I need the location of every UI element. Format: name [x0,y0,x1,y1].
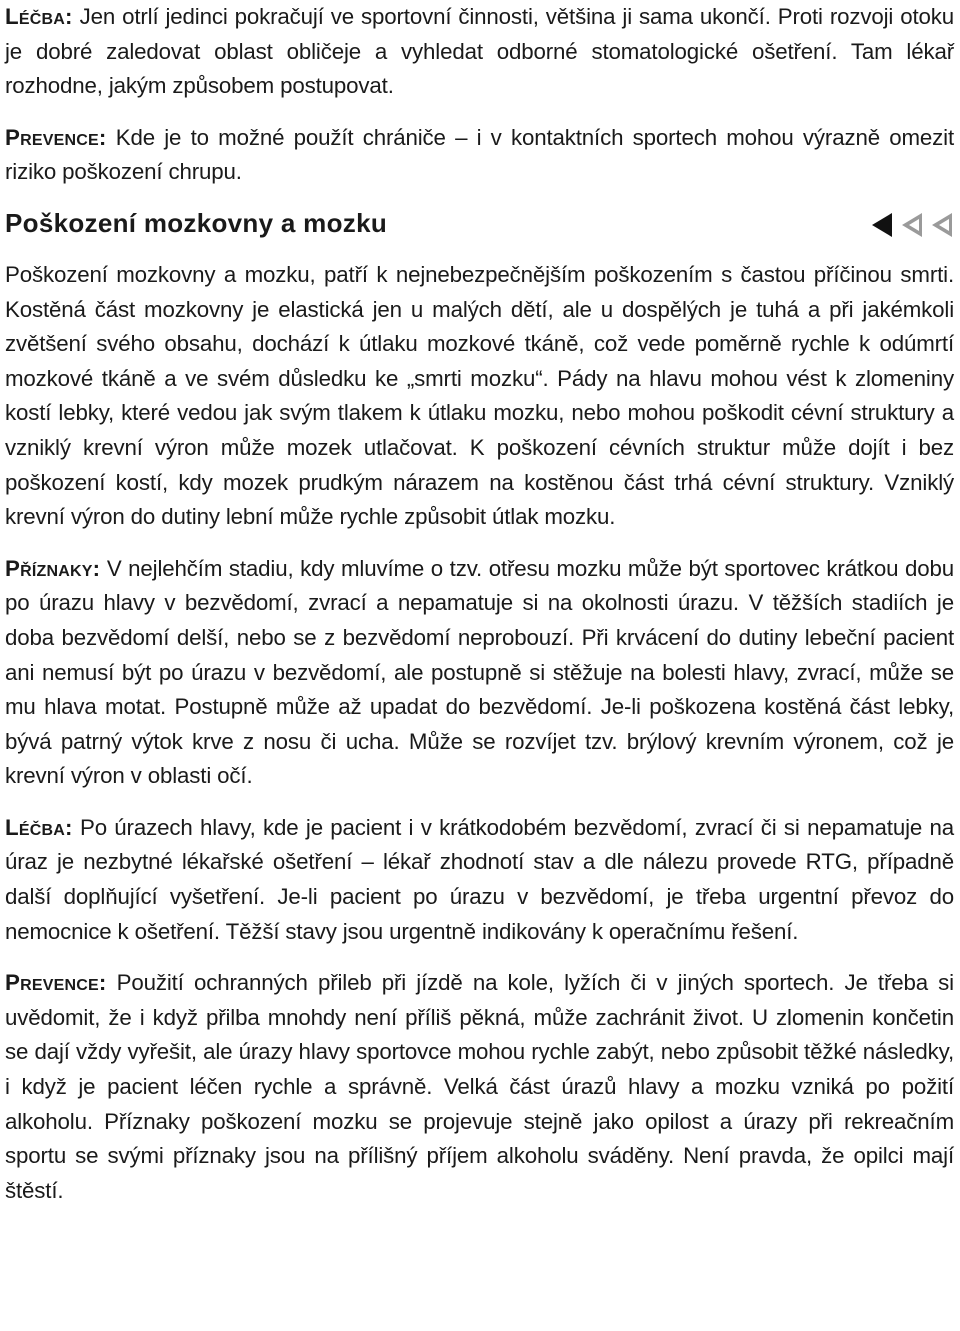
prevention-text: Kde je to možné použít chrániče – i v kontaktních sportech mohou výrazně omezit riziko poškození chrupu. [5,124,954,185]
prevention-text-2: Použití ochranných přileb při jízdě na kole, lyžích či v jiných sportech. Je třeba si uvědomit, že i když přilba mnohdy není příliš pěkná, může zachránit život. U zlomenin končetin se dají vždy vyřešit, ale úrazy hlavy sportovce mohou rychle zabýt, nebo způsobit těžké následky, i když je pacient léčen rychle a správně. Velká část úrazů hlavy a mozku vzniká po požití alkoholu. Příznaky poškození mozku se projevuje stejně jako opilost a úrazy při rekreačním sportu se svými příznaky jsou na přílišný příjem alkoholu sváděny. Není pravda, že opilci mají štěstí. [5,970,954,1203]
treatment-paragraph-2 [5,811,954,949]
section-body-text: Poškození mozkovny a mozku, patří k nejnebezpečnějším poškozením s častou příčinou smrti. Kostěná část mozkovny je elastická jen u malých dětí, ale u dospělých je tuhá a při jakémkoli zvětšení svého obsahu, dochází k útlaku mozkové tkáně, což vede poměrně rychle k odúmrtí mozkové tkáně a ve svém důsledku ke „smrti mozku“. Pády na hlavu mohou vést k zlomeniny kostí lebky, které vedou jak svým tlakem k útlaku mozku, nebo mohou poškodit cévní struktury a vzniklý krevní výron může mozek utlačovat. K poškození cévních struktur může dojít i bez poškození kostí, kdy mozek prudkým nárazem na kostěnou část trhá cévní struktury. Vzniklý krevní výron do dutiny lební může rychle způsobit útlak mozku. [5,261,954,530]
section-body-paragraph [5,258,954,535]
symptoms-paragraph [5,552,954,794]
document-page [5,0,954,1208]
triangle-left-outline-icon[interactable] [900,212,924,238]
treatment-label: Léčba: [5,4,73,29]
treatment-label-2: Léčba: [5,814,73,840]
symptoms-label: Příznaky: [5,555,101,581]
prevention-paragraph-1 [5,121,954,190]
section-heading: Poškození mozkovny a mozku [5,208,388,239]
prevention-paragraph-2 [5,966,954,1208]
treatment-text: Jen otrlí jedinci pokračují ve sportovní činnosti, většina ji sama ukončí. Proti rozvoji otoku je dobré zaledovat oblast obličeje a vyhledat odborné stomatologické ošetření. Tam lékař rozhodne, jakým způsobem postupovat. [5,4,955,99]
prevention-label: Prevence: [5,124,107,150]
section-heading-row [5,190,954,258]
triangle-left-filled-icon[interactable] [870,212,894,238]
treatment-paragraph-1 [5,0,954,104]
symptoms-text: V nejlehčím stadiu, kdy mluvíme o tzv. otřesu mozku může být sportovec krátkou dobu po úrazu hlavy v bezvědomí, zvrací a nepamatuje si na okolnosti úrazu. V těžších stadiích je doba bezvědomí delší, nebo se z bezvědomí neprobouzí. Při krvácení do dutiny lebeční pacient ani nemusí být po úrazu v bezvědomí, ale postupně si stěžuje na bolesti hlavy, zvrací, může se mu hlava motat. Postupně může až upadat do bezvědomí. Je-li poškozena kostěná část lebky, bývá patrný výtok krve z nosu či ucha. Může se rozvíjet tzv. brýlový krevním výronem, což je krevní výron v oblasti očí. [5,555,954,789]
treatment-text-2: Po úrazech hlavy, kde je pacient i v krátkodobém bezvědomí, zvrací či si nepamatuje na úraz je nezbytné lékařské ošetření – lékař zhodnotí stav a dle nálezu provede RTG, případně další doplňující vyšetření. Je-li pacient po úrazu v bezvědomí, je třeba urgentní převoz do nemocnice k ošetření. Těžší stavy jsou urgentně indikovány k operačnímu řešení. [5,814,954,944]
nav-arrows [870,212,954,238]
triangle-left-outline-icon[interactable] [930,212,954,238]
prevention-label-2: Prevence: [5,970,107,996]
